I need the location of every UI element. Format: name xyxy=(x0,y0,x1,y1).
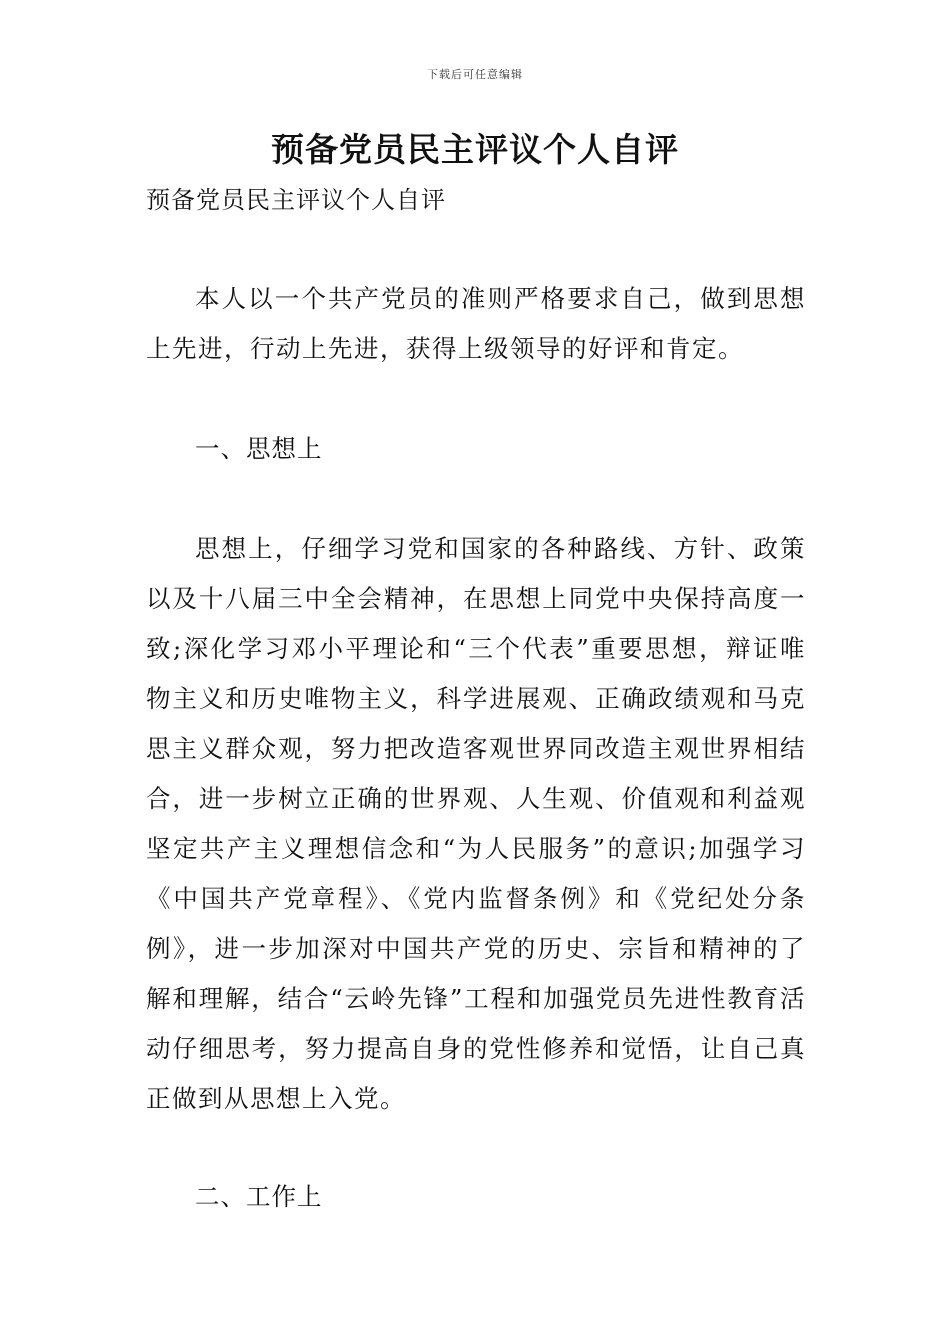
section-heading-thought: 一、思想上 xyxy=(195,434,323,463)
section-body-thought: 思想上，仔细学习党和国家的各种路线、方针、政策以及十八届三中全会精神，在思想上同党中央保持高度一致;深化学习邓小平理论和“三个代表”重要思想，辩证唯物主义和历史唯物主义，科学进展观、正确政绩观和马克思主义群众观，努力把改造客观世界同改造主观世界相结合，进一步树立正确的世界观、人生观、价值观和利益观坚定共产主义理想信念和“为人民服务”的意识;加强学习《中国共产党章程》、《党内监督条例》和《党纪处分条例》，进一步加深对中国共产党的历史、宗旨和精神的了解和理解，结合“云岭先锋”工程和加强党员先进性教育活动仔细思考，努力提高自身的党性修养和觉悟，让自己真正做到从思想上入党。 xyxy=(146,534,806,1113)
intro-paragraph: 本人以一个共产党员的准则严格要求自己，做到思想上先进，行动上先进，获得上级领导的好评和肯定。 xyxy=(146,284,806,363)
header-note: 下载后可任意编辑 xyxy=(427,68,523,81)
document-title: 预备党员民主评议个人自评 xyxy=(271,130,679,169)
section-heading-work: 二、工作上 xyxy=(195,1182,323,1211)
document-subtitle: 预备党员民主评议个人自评 xyxy=(146,186,446,214)
